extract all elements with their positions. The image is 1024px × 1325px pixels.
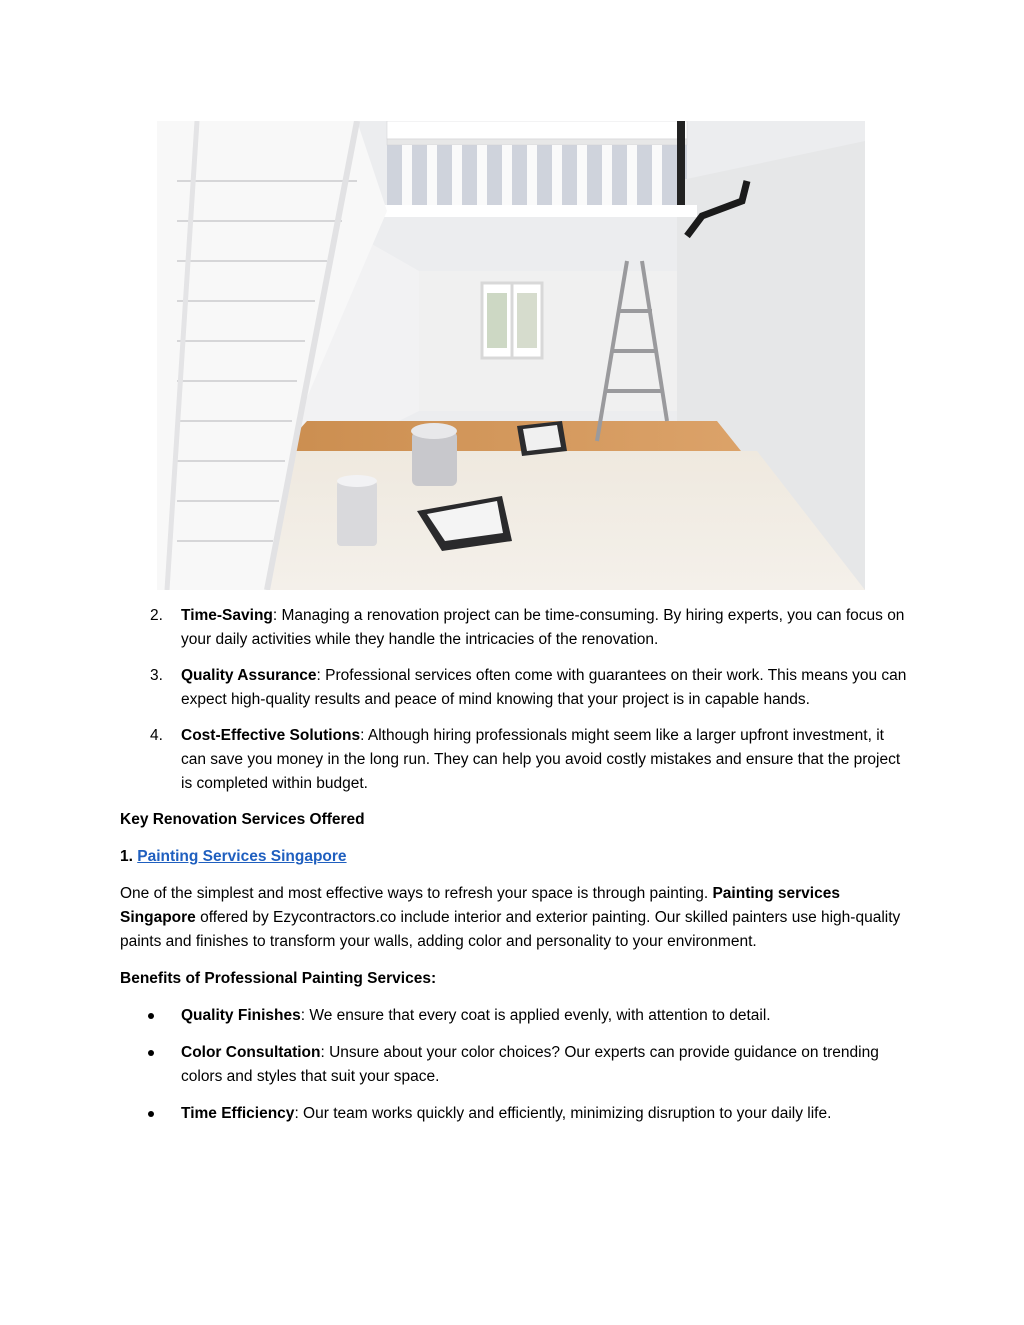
list-item (120, 604, 910, 652)
list-item (120, 1041, 910, 1089)
list-item-text: : Professional services often come with guarantees on their work. This means you can expect high-quality results and peace of mind knowing that your project is in capable hands. (181, 667, 907, 708)
bullet-title: Time Efficiency (181, 1105, 295, 1122)
list-number: 4. (150, 727, 163, 744)
bullet-icon (148, 1050, 154, 1056)
list-item-text: : Managing a renovation project can be time-consuming. By hiring experts, you can focus on your daily activities while they handle the intricacies of the renovation. (181, 607, 905, 648)
list-item-title: Cost-Effective Solutions (181, 727, 361, 744)
intro-text-rest: offered by Ezycontractors.co include interior and exterior painting. Our skilled painters use high-quality paints and finishes to transform your walls, adding color and personality to your environment. (120, 909, 901, 950)
intro-paragraph (120, 882, 910, 954)
list-item-title: Time-Saving (181, 607, 273, 624)
service-heading (120, 845, 910, 869)
article-body (120, 604, 910, 1139)
benefit-list (120, 604, 910, 796)
bullet-text: : Our team works quickly and efficiently, minimizing disruption to your daily life. (294, 1105, 832, 1122)
list-item-text: : Although hiring professionals might seem like a larger upfront investment, it can save you money in the long run. They can help you avoid costly mistakes and ensure that the project is completed within budget. (181, 727, 901, 792)
bullet-text: : We ensure that every coat is applied evenly, with attention to detail. (300, 1007, 771, 1024)
list-item-title: Quality Assurance (181, 667, 317, 684)
list-number: 3. (150, 667, 163, 684)
list-item (120, 1102, 910, 1126)
bullet-icon (148, 1013, 154, 1019)
section-heading: Key Renovation Services Offered (120, 811, 365, 828)
intro-bold: Painting services Singapore (120, 885, 840, 926)
bullet-list (120, 1004, 910, 1126)
painting-services-link[interactable]: Painting Services Singapore (137, 848, 347, 865)
list-item (120, 664, 910, 712)
intro-text: One of the simplest and most effective ways to refresh your space is through painting. (120, 885, 713, 902)
bullet-text: : Unsure about your color choices? Our experts can provide guidance on trending colors and styles that suit your space. (181, 1044, 879, 1085)
renovation-room-photo (157, 121, 865, 590)
benefits-heading: Benefits of Professional Painting Services: (120, 970, 437, 987)
list-item (120, 1004, 910, 1028)
bullet-icon (148, 1111, 154, 1117)
service-number: 1. (120, 848, 138, 865)
list-number: 2. (150, 607, 163, 624)
bullet-title: Color Consultation (181, 1044, 321, 1061)
list-item (120, 724, 910, 796)
bullet-title: Quality Finishes (181, 1007, 301, 1024)
